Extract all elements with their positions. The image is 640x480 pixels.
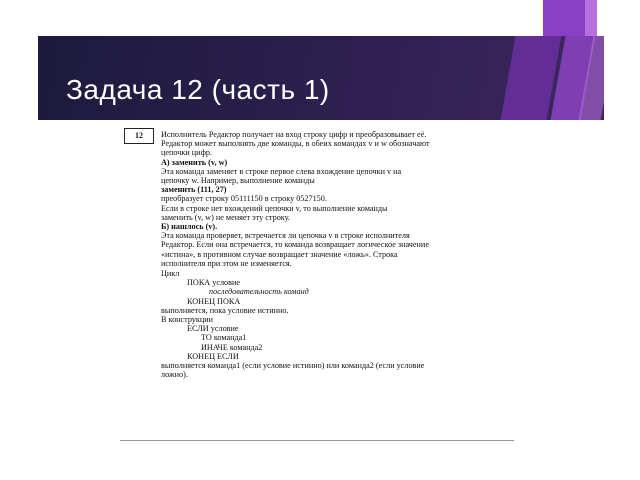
task-line: цепочки цифр. (161, 148, 213, 158)
task-line: ИНАЧЕ команда2 (201, 342, 263, 352)
task-line: КОНЕЦ ЕСЛИ (187, 351, 239, 361)
task-line: Исполнитель Редактор получает на вход строку цифр и преобразовывает её. (161, 130, 427, 139)
task-line: цепочку w. Например, выполнение команды (161, 176, 315, 186)
task-line: Цикл (161, 269, 180, 279)
task-line: Эта команда проверяет, встречается ли цепочка v в строке исполнителя (161, 231, 410, 241)
task-number-box: 12 (124, 128, 154, 144)
task-line: преобразует строку 05111150 в строку 0527150. (161, 194, 327, 204)
slide-title: Задача 12 (часть 1) (66, 74, 330, 105)
task-line: Эта команда заменяет в строке первое слева вхождение цепочки v на (161, 166, 402, 176)
task-line: заменить (111, 27) (161, 185, 227, 195)
title-banner (38, 36, 604, 120)
accent-block (543, 0, 585, 41)
task-line: В конструкции (161, 315, 214, 325)
scanned-task-image (120, 124, 514, 441)
task-line: ложно). (161, 370, 188, 380)
task-line: ЕСЛИ условие (187, 324, 239, 334)
task-line: «истина», в противном случае возвращает значение «ложь». Строка (161, 249, 398, 259)
task-line: Б) нашлось (v). (161, 222, 218, 232)
task-line: Редактор может выполнять две команды, в обеих командах v и w обозначают (161, 139, 430, 149)
task-text (161, 130, 511, 379)
task-line: Если в строке нет вхождений цепочки v, то выполнение команды (161, 203, 388, 213)
task-line: А) заменить (v, w) (161, 157, 228, 167)
task-line: ТО команда1 (201, 333, 247, 343)
task-line: выполняется команда1 (если условие истинно) или команда2 (если условие (161, 361, 425, 371)
task-line: последовательность команд (209, 287, 309, 297)
task-line: ПОКА условие (187, 278, 241, 288)
task-line: Редактор. Если она встречается, то команда возвращает логическое значение (161, 240, 429, 250)
task-line: исполнителя при этом не изменяется. (161, 258, 292, 268)
task-line: выполняется, пока условие истинно. (161, 305, 289, 315)
task-line: заменить (v, w) не меняет эту строку. (161, 212, 290, 222)
task-line: КОНЕЦ ПОКА (187, 296, 241, 306)
accent-block-light (585, 0, 597, 41)
